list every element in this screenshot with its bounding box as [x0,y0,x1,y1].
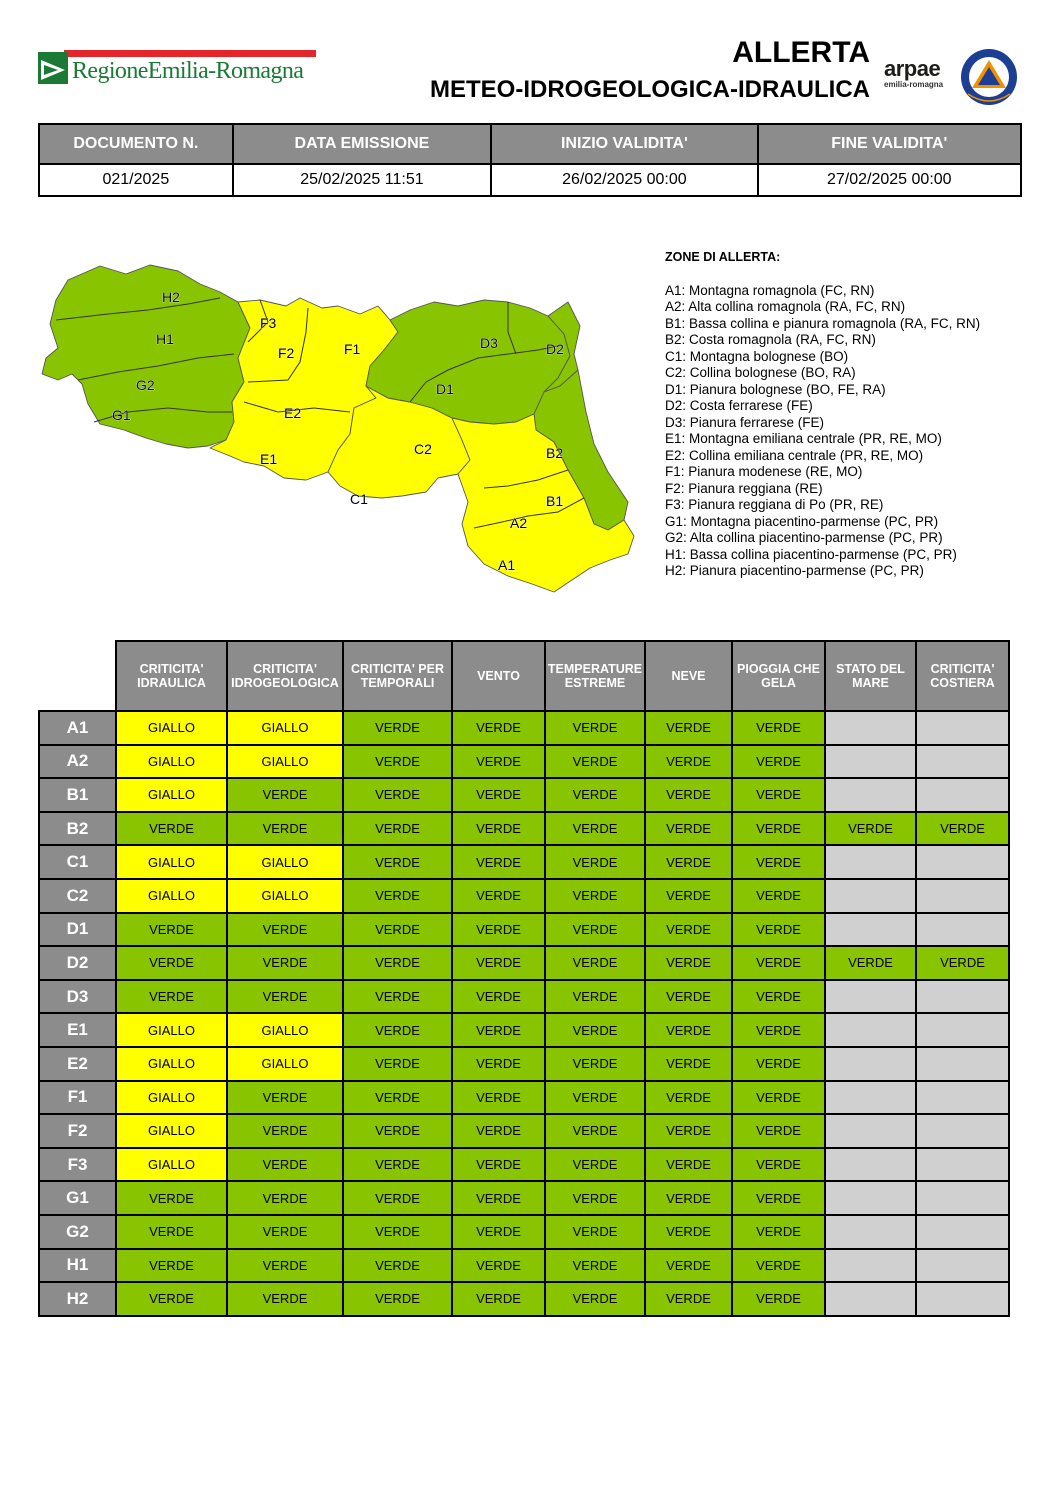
alert-level-cell: VERDE [732,946,825,980]
zone-label: C1 [39,845,116,879]
validity-start-header: INIZIO VALIDITA' [491,124,757,164]
alert-level-cell: VERDE [545,1114,645,1148]
alert-level-cell: VERDE [452,711,545,745]
alert-level-cell: VERDE [916,812,1009,846]
map-label-b2: B2 [546,445,564,461]
alert-level-cell: VERDE [732,879,825,913]
alert-level-cell: VERDE [732,1148,825,1182]
region-logo-text: RegioneEmilia-Romagna [72,58,304,84]
alert-level-cell: VERDE [545,980,645,1014]
table-row [39,1081,1009,1115]
alert-level-cell: GIALLO [227,879,343,913]
alert-level-cell [825,1249,916,1283]
alert-level-cell: VERDE [732,1047,825,1081]
legend-item: E2: Collina emiliana centrale (PR, RE, MO) [665,447,924,463]
alert-level-cell: VERDE [116,812,227,846]
alert-level-cell: VERDE [227,1249,343,1283]
alert-level-cell: VERDE [452,745,545,779]
alert-level-cell [916,1114,1009,1148]
alert-level-cell: VERDE [452,1047,545,1081]
zone-label: C2 [39,879,116,913]
alert-level-cell: VERDE [732,1013,825,1047]
alert-level-cell: VERDE [452,778,545,812]
map-label-g2: G2 [136,377,155,393]
alert-column-header: CRITICITA' COSTIERA [916,641,1009,711]
map-label-f3: F3 [260,315,277,331]
alert-level-cell: VERDE [645,879,732,913]
map-label-e1: E1 [260,451,278,467]
map-label-f1: F1 [344,341,361,357]
alert-level-cell [916,1013,1009,1047]
alert-level-cell: VERDE [645,778,732,812]
alert-level-cell [825,711,916,745]
map-label-d1: D1 [436,381,454,397]
alert-level-cell [825,1215,916,1249]
zone-label: D1 [39,913,116,947]
alert-level-cell: VERDE [343,1047,452,1081]
alert-level-cell: VERDE [227,980,343,1014]
legend-item: C2: Collina bolognese (BO, RA) [665,365,856,380]
regione-emilia-romagna-logo [38,50,318,90]
alert-level-cell [825,845,916,879]
alert-level-cell [825,1047,916,1081]
alert-level-cell: VERDE [227,946,343,980]
alert-level-cell: GIALLO [227,711,343,745]
table-row [39,1114,1009,1148]
alert-level-cell: VERDE [452,1081,545,1115]
alert-level-cell: VERDE [452,980,545,1014]
alert-level-cell [916,1148,1009,1182]
map-label-e2: E2 [284,405,302,421]
legend-item: D2: Costa ferrarese (FE) [665,398,813,413]
zone-label: G2 [39,1215,116,1249]
alert-level-cell: VERDE [116,980,227,1014]
alert-level-cell: VERDE [545,845,645,879]
zone-legend [665,249,980,580]
alert-level-cell: VERDE [116,946,227,980]
table-row [39,1215,1009,1249]
alert-level-cell: VERDE [227,812,343,846]
alert-level-cell [916,1215,1009,1249]
alert-level-cell: VERDE [343,980,452,1014]
alert-level-cell: GIALLO [227,845,343,879]
alert-column-header: VENTO [452,641,545,711]
alert-level-cell: VERDE [645,1081,732,1115]
alert-level-cell [916,845,1009,879]
map-label-d2: D2 [546,341,564,357]
alert-level-cell: VERDE [452,1181,545,1215]
legend-item: E1: Montagna emiliana centrale (PR, RE, MO) [665,431,942,446]
alert-level-cell: VERDE [452,845,545,879]
table-row [39,879,1009,913]
alert-level-cell: VERDE [645,1249,732,1283]
alert-level-cell [825,1282,916,1316]
alert-level-cell: VERDE [732,1181,825,1215]
zone-label: H1 [39,1249,116,1283]
alert-level-cell: GIALLO [116,778,227,812]
alert-level-cell: GIALLO [116,745,227,779]
logo-red-bar [64,50,316,57]
legend-item: C1: Montagna bolognese (BO) [665,348,849,364]
alert-level-cell: VERDE [452,812,545,846]
alert-level-cell: VERDE [545,1047,645,1081]
alert-level-cell: VERDE [545,711,645,745]
alert-level-cell: GIALLO [116,1047,227,1081]
issue-date-value: 25/02/2025 11:51 [233,164,491,196]
alert-column-header: PIOGGIA CHE GELA [732,641,825,711]
alert-level-cell: GIALLO [116,879,227,913]
alert-level-cell: VERDE [343,946,452,980]
map-label-h2: H2 [162,289,180,305]
table-row [39,745,1009,779]
alert-level-cell: VERDE [545,879,645,913]
alert-level-cell: GIALLO [116,845,227,879]
alert-level-cell: VERDE [645,1013,732,1047]
alert-level-cell: VERDE [452,1249,545,1283]
alert-level-cell: VERDE [732,980,825,1014]
alert-level-cell: VERDE [825,812,916,846]
alert-level-cell: VERDE [343,711,452,745]
alert-level-cell [916,1047,1009,1081]
alert-level-cell: VERDE [732,778,825,812]
arpae-logo-subtext: emilia-romagna [884,80,944,89]
alert-level-cell: GIALLO [116,711,227,745]
map-label-d3: D3 [480,335,498,351]
alert-level-cell: VERDE [452,1215,545,1249]
alert-table-corner [39,641,116,711]
alert-level-cell: VERDE [645,1114,732,1148]
alert-level-cell: VERDE [645,1181,732,1215]
alert-level-cell: VERDE [343,1282,452,1316]
alert-level-cell: GIALLO [227,1013,343,1047]
alert-level-cell: VERDE [227,778,343,812]
alert-level-cell: VERDE [343,812,452,846]
table-row [39,1181,1009,1215]
alert-level-cell: GIALLO [116,1013,227,1047]
arpae-logo-text: arpae [884,56,941,81]
zone-label: F3 [39,1148,116,1182]
alert-level-cell: VERDE [645,845,732,879]
alert-level-cell: VERDE [732,1215,825,1249]
alert-level-cell [825,980,916,1014]
alert-level-cell: VERDE [732,1114,825,1148]
validity-end-header: FINE VALIDITA' [758,124,1021,164]
table-row [39,711,1009,745]
table-row [39,1282,1009,1316]
alert-column-header: CRITICITA' IDRAULICA [116,641,227,711]
alert-column-header: CRITICITA' PER TEMPORALI [343,641,452,711]
alert-level-cell [825,1081,916,1115]
alert-level-cell: VERDE [545,745,645,779]
page-subtitle: METEO-IDROGEOLOGICA-IDRAULICA [430,76,870,103]
alert-level-cell: VERDE [343,845,452,879]
alert-level-cell: VERDE [343,913,452,947]
alert-level-cell: VERDE [645,812,732,846]
alert-level-cell: VERDE [645,946,732,980]
alert-level-cell [916,1249,1009,1283]
alert-level-cell [916,745,1009,779]
legend-item: F1: Pianura modenese (RE, MO) [665,464,863,479]
legend-item: G2: Alta collina piacentino-parmense (PC, PR) [665,530,943,545]
alert-level-cell: VERDE [545,1148,645,1182]
legend-item: G1: Montagna piacentino-parmense (PC, PR) [665,513,939,529]
alert-level-cell: VERDE [227,913,343,947]
alert-level-cell [825,778,916,812]
alert-level-cell: GIALLO [116,1114,227,1148]
table-row [39,1047,1009,1081]
alert-level-cell [916,778,1009,812]
alert-level-cell: VERDE [732,1081,825,1115]
alert-level-cell: VERDE [545,778,645,812]
alert-level-cell: VERDE [452,1148,545,1182]
alert-level-cell [916,1282,1009,1316]
alert-column-header: STATO DEL MARE [825,641,916,711]
alert-level-cell: VERDE [545,1282,645,1316]
zone-label: H2 [39,1282,116,1316]
alert-level-cell: VERDE [452,1282,545,1316]
alert-level-cell [825,1148,916,1182]
legend-item: B2: Costa romagnola (RA, FC, RN) [665,332,876,347]
legend-item: F3: Pianura reggiana di Po (PR, RE) [665,497,884,512]
alert-level-cell: VERDE [452,913,545,947]
alert-level-cell: VERDE [343,1215,452,1249]
alert-level-cell: VERDE [343,1249,452,1283]
alert-level-cell: VERDE [452,1013,545,1047]
legend-item: A2: Alta collina romagnola (RA, FC, RN) [665,299,906,314]
alert-level-cell: VERDE [227,1114,343,1148]
alert-level-cell: VERDE [116,1282,227,1316]
alert-level-cell: VERDE [732,711,825,745]
alert-level-cell: VERDE [645,745,732,779]
alert-level-cell: VERDE [545,812,645,846]
alert-levels-table [38,640,1010,1317]
table-row [39,946,1009,980]
alert-level-cell: VERDE [227,1181,343,1215]
map-label-b1: B1 [546,493,564,509]
table-row [39,1148,1009,1182]
legend-item: B1: Bassa collina e pianura romagnola (RA, FC, RN) [665,315,981,331]
alert-level-cell [825,1181,916,1215]
alert-column-header: CRITICITA' IDROGEOLOGICA [227,641,343,711]
alert-level-cell: VERDE [452,1114,545,1148]
alert-level-cell: VERDE [116,1181,227,1215]
alert-level-cell [825,1013,916,1047]
alert-level-cell: VERDE [452,879,545,913]
alert-level-cell: VERDE [545,1081,645,1115]
alert-level-cell: VERDE [452,946,545,980]
document-info-table [38,123,1022,197]
alert-level-cell: VERDE [545,913,645,947]
alert-level-cell [916,980,1009,1014]
alert-level-cell: GIALLO [227,1047,343,1081]
alert-level-cell: VERDE [343,1013,452,1047]
map-label-a1: A1 [498,557,516,573]
alert-level-cell: VERDE [545,1249,645,1283]
legend-item: D1: Pianura bolognese (BO, FE, RA) [665,381,886,397]
alert-level-cell: VERDE [732,1282,825,1316]
alert-level-cell: VERDE [732,845,825,879]
alert-level-cell: VERDE [343,1148,452,1182]
legend-title: ZONE DI ALLERTA: [665,250,781,264]
legend-item: H2: Pianura piacentino-parmense (PC, PR) [665,563,924,578]
legend-item: F2: Pianura reggiana (RE) [665,480,823,496]
map-label-h1: H1 [156,331,174,347]
alert-level-cell: VERDE [343,879,452,913]
table-row [39,778,1009,812]
alert-level-cell: VERDE [732,1249,825,1283]
alert-level-cell [916,879,1009,913]
map-label-c1: C1 [350,491,368,507]
alert-level-cell: VERDE [545,1215,645,1249]
zone-label: D2 [39,946,116,980]
map-label-f2: F2 [278,345,295,361]
zone-label: E1 [39,1013,116,1047]
zone-label: D3 [39,980,116,1014]
map-label-a2: A2 [510,515,528,531]
table-row [39,1249,1009,1283]
alert-level-cell: VERDE [645,980,732,1014]
zone-label: B1 [39,778,116,812]
alert-level-cell: VERDE [227,1215,343,1249]
map-zone-green-west [42,265,250,448]
alert-level-cell: GIALLO [116,1148,227,1182]
zone-label: A1 [39,711,116,745]
alert-level-cell: VERDE [732,745,825,779]
alert-level-cell: VERDE [116,1215,227,1249]
zone-label: B2 [39,812,116,846]
table-row [39,980,1009,1014]
alert-level-cell: VERDE [732,913,825,947]
alert-level-cell: VERDE [343,778,452,812]
arpae-logo [884,56,943,89]
doc-number-header: DOCUMENTO N. [39,124,233,164]
issue-date-header: DATA EMISSIONE [233,124,491,164]
zone-label: F1 [39,1081,116,1115]
alert-zones-map [38,262,646,602]
validity-end-value: 27/02/2025 00:00 [758,164,1021,196]
alert-level-cell: VERDE [825,946,916,980]
zone-label: F2 [39,1114,116,1148]
alert-level-cell: VERDE [227,1081,343,1115]
alert-level-cell: VERDE [227,1148,343,1182]
alert-level-cell [916,913,1009,947]
alert-column-header: NEVE [645,641,732,711]
alert-level-cell: VERDE [116,1249,227,1283]
map-label-c2: C2 [414,441,432,457]
alert-level-cell: VERDE [645,1282,732,1316]
alert-level-cell: VERDE [545,1013,645,1047]
alert-level-cell: VERDE [916,946,1009,980]
map-label-g1: G1 [112,407,131,423]
table-row [39,812,1009,846]
table-row [39,913,1009,947]
legend-item: D3: Pianura ferrarese (FE) [665,414,825,430]
zone-label: A2 [39,745,116,779]
alert-level-cell: VERDE [645,711,732,745]
zone-label: E2 [39,1047,116,1081]
alert-level-cell [916,1081,1009,1115]
page-title: ALLERTA [732,36,870,69]
table-row [39,845,1009,879]
alert-level-cell: VERDE [343,1181,452,1215]
alert-level-cell: VERDE [343,1081,452,1115]
alert-level-cell: VERDE [343,745,452,779]
legend-item: A1: Montagna romagnola (FC, RN) [665,282,875,298]
legend-item: H1: Bassa collina piacentino-parmense (PC, PR) [665,546,957,562]
alert-level-cell: VERDE [116,913,227,947]
alert-level-cell: VERDE [343,1114,452,1148]
alert-level-cell: VERDE [227,1282,343,1316]
validity-start-value: 26/02/2025 00:00 [491,164,757,196]
alert-level-cell: VERDE [645,913,732,947]
doc-number-value: 021/2025 [39,164,233,196]
alert-level-cell [916,711,1009,745]
alert-level-cell: VERDE [645,1047,732,1081]
alert-level-cell: VERDE [545,1181,645,1215]
alert-level-cell: VERDE [545,946,645,980]
alert-level-cell [825,745,916,779]
alert-level-cell: GIALLO [116,1081,227,1115]
table-row [39,1013,1009,1047]
alert-level-cell [916,1181,1009,1215]
protezione-civile-logo-icon [960,48,1018,106]
alert-level-cell: VERDE [645,1215,732,1249]
region-flag-icon [38,52,68,84]
alert-level-cell [825,1114,916,1148]
alert-level-cell [825,913,916,947]
alert-level-cell [825,879,916,913]
alert-level-cell: VERDE [732,812,825,846]
alert-level-cell: VERDE [645,1148,732,1182]
zone-label: G1 [39,1181,116,1215]
alert-column-header: TEMPERATURE ESTREME [545,641,645,711]
alert-table-header-row [39,641,1009,711]
alert-level-cell: GIALLO [227,745,343,779]
